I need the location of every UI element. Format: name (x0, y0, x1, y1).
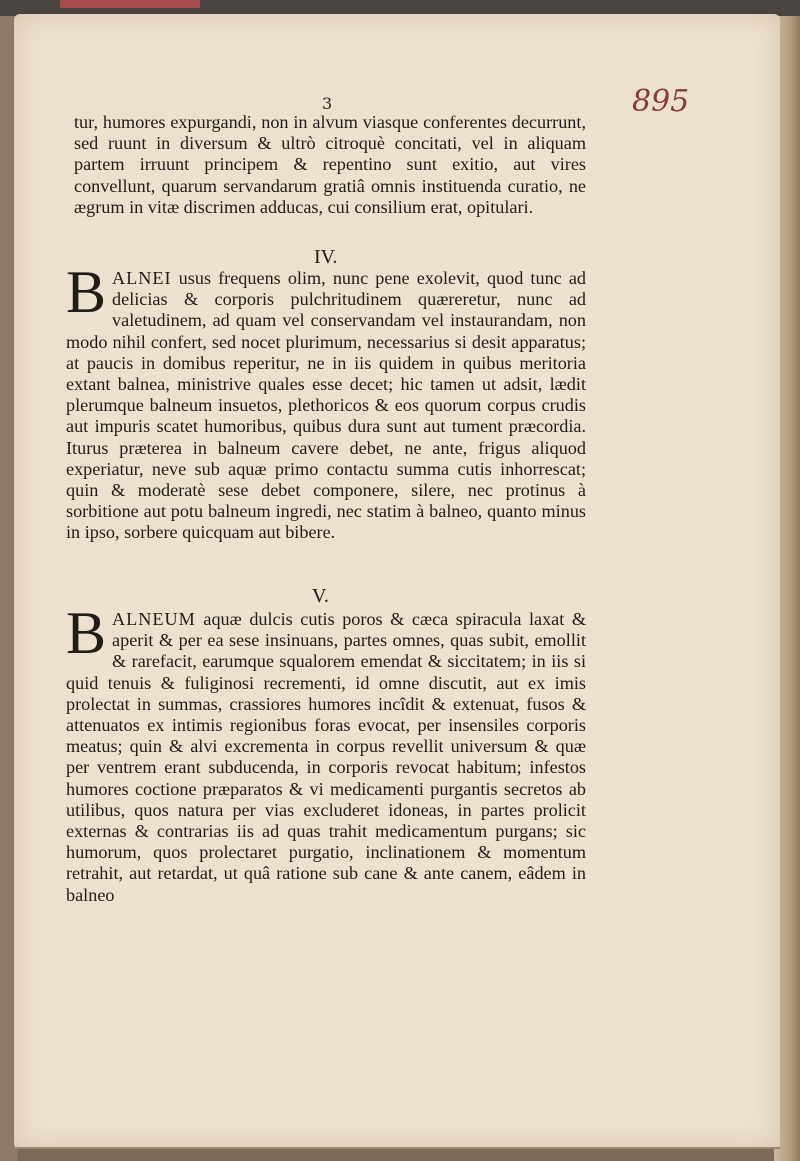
section-iv-paragraph (66, 259, 586, 544)
paragraph-text: aquæ dulcis cutis poros & cæca spiracula laxat & aperit & per ea sese insinuans, partes omnes, quas subit, emollit & rarefacit, earumque squalorem emendat & siccitatem; in iis si quid tenuis & fuliginosi recrementi, id omne discutit, aut ex imis prolectat in summas, crassiores humores incîdit & extenuat, fusos & attenuatos ex intimis regionibus foras evocat, per insensiles corporis meatus; quin & alvi excrementa in corpus revellit universum & quæ per ventrem erant subducenda, in corporis revocat habitum; infestos humores coctione præparatos & vi medicamenti purgantis secretos ab utilibus, quos natura per vias excluderet idoneas, in partes prolicit externas & contrarias iis ad quas trahit medicamentum purgans; sic humorum, quos prolectaret purgatio, inclinationem & momentum retrahit, aut retardat, ut quâ ratione sub cane & ante canem, eâdem in balneo (66, 609, 586, 905)
drop-cap: B (66, 259, 107, 325)
section-heading-v: V. (312, 585, 329, 607)
page-bottom-edge (14, 1147, 780, 1149)
intro-paragraph: tur, humores expurgandi, non in alvum viasque conferentes decurrunt, sed ruunt in diversum & ultrò citroquè concitati, vel in aliquam partem irruunt principem & repentino sunt exitio, aut vires convellunt, quarum servandarum gratiâ omnis instituenda curatio, ne ægrum in vitæ discrimen adducas, cui consilium erat, opitulari. (74, 112, 586, 217)
lead-word: ALNEUM (112, 609, 196, 629)
handwritten-folio-number: 895 (632, 84, 690, 119)
section-v-paragraph (66, 600, 586, 906)
page-number: 3 (322, 94, 333, 113)
lead-word: ALNEI (112, 268, 172, 288)
red-binding-strip (60, 0, 200, 8)
paragraph-text: usus frequens olim, nunc pene exolevit, quod tunc ad delicias & corporis pulchritudinem quæreretur, nunc ad valetudinem, ad quam vel conservandam vel instaurandam, non modo nihil confert, sed nocet plurimum, necessarius si desit apparatus; at paucis in domibus reperitur, ne in iis quidem in quibus meritoria extant balnea, ministrive quales esse decet; hic tamen ut adsit, lædit plerumque balneum insuetos, plethoricos & eos quorum corpus crudis aut impuris scatet humoribus, quibus dura sunt aut tument præcordia. Iturus præterea in balneum cavere debet, ne ante, frigus aliquod experiatur, neve sub aquæ primo contactu summa cutis inhorrescat; quin & moderatè sese debet componere, silere, nec protinus à sorbitione aut potu balneum ingredi, nec statim à balneo, quanto minus in ipso, sorbere quicquam aut bibere. (66, 268, 586, 543)
drop-cap: B (66, 600, 107, 666)
section-heading-iv: IV. (314, 246, 338, 268)
